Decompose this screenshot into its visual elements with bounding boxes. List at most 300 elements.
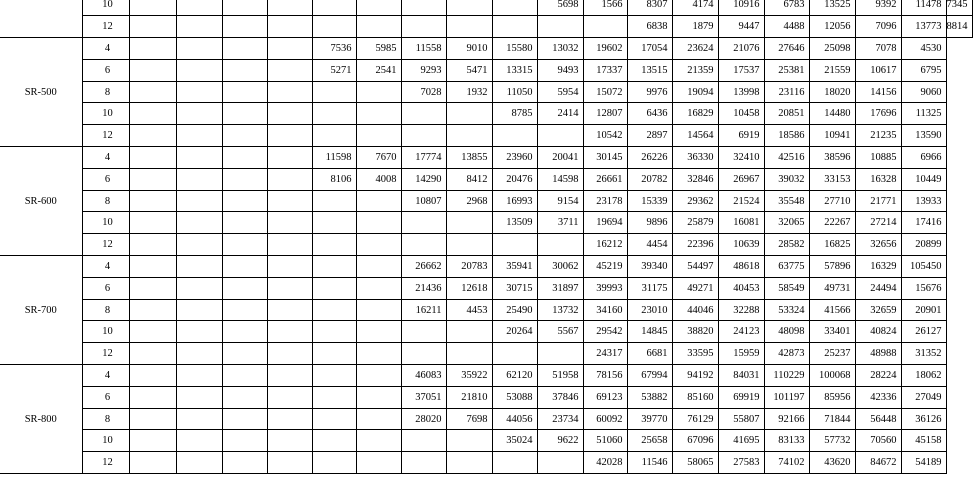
- value-cell: [446, 430, 492, 452]
- value-cell: 16211: [401, 299, 446, 321]
- value-cell: 13525: [809, 0, 855, 16]
- value-cell: 7536: [312, 38, 356, 60]
- value-cell: 14156: [855, 81, 901, 103]
- value-cell: [312, 365, 356, 387]
- value-cell: [267, 234, 312, 256]
- size-cell: 4: [82, 38, 129, 60]
- value-cell: 17696: [855, 103, 901, 125]
- value-cell: 2968: [446, 190, 492, 212]
- value-cell: [401, 16, 446, 38]
- model-label: SR-700: [0, 256, 82, 365]
- value-cell: [222, 386, 267, 408]
- value-cell: [267, 0, 312, 16]
- value-cell: [129, 16, 176, 38]
- value-cell: 60092: [583, 408, 627, 430]
- value-cell: 9293: [401, 59, 446, 81]
- value-cell: [129, 38, 176, 60]
- value-cell: 11598: [312, 147, 356, 169]
- value-cell: 4488: [764, 16, 809, 38]
- value-cell: 4530: [901, 38, 946, 60]
- value-cell: 7028: [401, 81, 446, 103]
- value-cell: [176, 59, 222, 81]
- size-cell: 4: [82, 256, 129, 278]
- value-cell: 63775: [764, 256, 809, 278]
- value-cell: [446, 0, 492, 16]
- value-cell: 53882: [627, 386, 672, 408]
- value-cell: [492, 16, 537, 38]
- value-cell: 6795: [901, 59, 946, 81]
- value-cell: 35941: [492, 256, 537, 278]
- value-cell: 28020: [401, 408, 446, 430]
- value-cell: 23960: [492, 147, 537, 169]
- value-cell: 18020: [809, 81, 855, 103]
- value-cell: 21076: [718, 38, 764, 60]
- value-cell: 17774: [401, 147, 446, 169]
- value-cell: 15580: [492, 38, 537, 60]
- table-row: [0, 0, 972, 16]
- value-cell: [267, 277, 312, 299]
- value-cell: 20851: [764, 103, 809, 125]
- value-cell: 7096: [855, 16, 901, 38]
- value-cell: 51958: [537, 365, 583, 387]
- value-cell: [129, 277, 176, 299]
- value-cell: 76129: [672, 408, 718, 430]
- value-cell: 11050: [492, 81, 537, 103]
- value-cell: 67994: [627, 365, 672, 387]
- value-cell: [176, 234, 222, 256]
- table-row: [0, 277, 972, 299]
- value-cell: 19694: [583, 212, 627, 234]
- value-cell: [312, 343, 356, 365]
- value-cell: 9896: [627, 212, 672, 234]
- value-cell: 17054: [627, 38, 672, 60]
- size-cell: 8: [82, 190, 129, 212]
- value-cell: [222, 81, 267, 103]
- value-cell: 41695: [718, 430, 764, 452]
- value-cell: [222, 256, 267, 278]
- value-cell: 32656: [855, 234, 901, 256]
- value-cell: 7078: [855, 38, 901, 60]
- value-cell: [267, 212, 312, 234]
- value-cell: [312, 0, 356, 16]
- size-cell: 10: [82, 321, 129, 343]
- value-cell: 32846: [672, 168, 718, 190]
- value-cell: [222, 430, 267, 452]
- value-cell: [176, 299, 222, 321]
- value-cell: [222, 277, 267, 299]
- value-cell: [356, 234, 401, 256]
- value-cell: 21810: [446, 386, 492, 408]
- table-row: [0, 234, 972, 256]
- value-cell: [356, 452, 401, 474]
- size-cell: 6: [82, 277, 129, 299]
- value-cell: [356, 125, 401, 147]
- value-cell: 9392: [855, 0, 901, 16]
- value-cell: [176, 256, 222, 278]
- value-cell: [492, 234, 537, 256]
- value-cell: 10458: [718, 103, 764, 125]
- value-cell: [129, 0, 176, 16]
- value-cell: 31352: [901, 343, 946, 365]
- value-cell: [176, 277, 222, 299]
- value-cell: 2414: [537, 103, 583, 125]
- value-cell: [176, 343, 222, 365]
- value-cell: 16829: [672, 103, 718, 125]
- value-cell: 101197: [764, 386, 809, 408]
- value-cell: 8814: [946, 16, 972, 38]
- value-cell: 23178: [583, 190, 627, 212]
- value-cell: 7670: [356, 147, 401, 169]
- value-cell: 53088: [492, 386, 537, 408]
- value-cell: 14290: [401, 168, 446, 190]
- value-cell: [267, 125, 312, 147]
- value-cell: [312, 277, 356, 299]
- value-cell: [176, 81, 222, 103]
- value-cell: 71844: [809, 408, 855, 430]
- value-cell: [267, 430, 312, 452]
- value-cell: 51060: [583, 430, 627, 452]
- value-cell: 22396: [672, 234, 718, 256]
- value-cell: [356, 277, 401, 299]
- value-cell: 10885: [855, 147, 901, 169]
- value-cell: 17537: [718, 59, 764, 81]
- value-cell: [356, 190, 401, 212]
- value-cell: [129, 147, 176, 169]
- value-cell: [267, 168, 312, 190]
- value-cell: 6966: [901, 147, 946, 169]
- value-cell: [492, 343, 537, 365]
- value-cell: 9060: [901, 81, 946, 103]
- value-cell: 39993: [583, 277, 627, 299]
- value-cell: 24317: [583, 343, 627, 365]
- size-cell: 12: [82, 234, 129, 256]
- table-row: [0, 256, 972, 278]
- value-cell: 13998: [718, 81, 764, 103]
- value-cell: 41566: [809, 299, 855, 321]
- value-cell: [312, 386, 356, 408]
- value-cell: [356, 386, 401, 408]
- value-cell: 15072: [583, 81, 627, 103]
- value-cell: 30062: [537, 256, 583, 278]
- value-cell: [356, 430, 401, 452]
- value-cell: [176, 147, 222, 169]
- value-cell: 5954: [537, 81, 583, 103]
- value-cell: [176, 408, 222, 430]
- value-cell: 43620: [809, 452, 855, 474]
- value-cell: 10542: [583, 125, 627, 147]
- value-cell: 42336: [855, 386, 901, 408]
- value-cell: 17416: [901, 212, 946, 234]
- value-cell: [222, 38, 267, 60]
- value-cell: [129, 256, 176, 278]
- value-cell: [222, 16, 267, 38]
- value-cell: 29542: [583, 321, 627, 343]
- table-row: [0, 365, 972, 387]
- value-cell: [492, 125, 537, 147]
- value-cell: [267, 38, 312, 60]
- value-cell: [176, 0, 222, 16]
- value-cell: [222, 299, 267, 321]
- value-cell: 55807: [718, 408, 764, 430]
- value-cell: [312, 299, 356, 321]
- value-cell: 27583: [718, 452, 764, 474]
- value-cell: 25490: [492, 299, 537, 321]
- value-cell: 2541: [356, 59, 401, 81]
- value-cell: 21359: [672, 59, 718, 81]
- value-cell: 14564: [672, 125, 718, 147]
- value-cell: [176, 452, 222, 474]
- value-cell: 6436: [627, 103, 672, 125]
- value-cell: 1879: [672, 16, 718, 38]
- value-cell: [176, 212, 222, 234]
- value-cell: 10639: [718, 234, 764, 256]
- value-cell: 69123: [583, 386, 627, 408]
- value-cell: 23734: [537, 408, 583, 430]
- value-cell: 1932: [446, 81, 492, 103]
- value-cell: 35548: [764, 190, 809, 212]
- value-cell: 9976: [627, 81, 672, 103]
- value-cell: [267, 59, 312, 81]
- value-cell: [222, 234, 267, 256]
- value-cell: 28224: [855, 365, 901, 387]
- value-cell: [176, 430, 222, 452]
- size-cell: 6: [82, 59, 129, 81]
- value-cell: 45219: [583, 256, 627, 278]
- value-cell: [537, 125, 583, 147]
- value-cell: 54497: [672, 256, 718, 278]
- value-cell: 13590: [901, 125, 946, 147]
- value-cell: [446, 234, 492, 256]
- value-cell: 13032: [537, 38, 583, 60]
- value-cell: 8106: [312, 168, 356, 190]
- value-cell: 67096: [672, 430, 718, 452]
- value-cell: [129, 430, 176, 452]
- value-cell: 13509: [492, 212, 537, 234]
- value-cell: 34160: [583, 299, 627, 321]
- table-row: [0, 299, 972, 321]
- value-cell: 13855: [446, 147, 492, 169]
- value-cell: 15676: [901, 277, 946, 299]
- value-cell: [267, 256, 312, 278]
- value-cell: 8412: [446, 168, 492, 190]
- value-cell: 84031: [718, 365, 764, 387]
- value-cell: 2897: [627, 125, 672, 147]
- value-cell: 26662: [401, 256, 446, 278]
- value-cell: 27049: [901, 386, 946, 408]
- value-cell: 25237: [809, 343, 855, 365]
- value-cell: [267, 147, 312, 169]
- value-cell: 44046: [672, 299, 718, 321]
- value-cell: 38820: [672, 321, 718, 343]
- value-cell: 16212: [583, 234, 627, 256]
- value-cell: [129, 386, 176, 408]
- value-cell: [129, 103, 176, 125]
- value-cell: 5698: [537, 0, 583, 16]
- value-cell: [312, 125, 356, 147]
- value-cell: [446, 212, 492, 234]
- value-cell: [356, 103, 401, 125]
- value-cell: 9010: [446, 38, 492, 60]
- value-cell: [312, 212, 356, 234]
- value-cell: [129, 299, 176, 321]
- value-cell: [537, 452, 583, 474]
- value-cell: [176, 125, 222, 147]
- value-cell: [176, 321, 222, 343]
- table-row: [0, 212, 972, 234]
- value-cell: [356, 212, 401, 234]
- value-cell: 25098: [809, 38, 855, 60]
- value-cell: [356, 81, 401, 103]
- value-cell: 13773: [901, 16, 946, 38]
- value-cell: 39770: [627, 408, 672, 430]
- value-cell: 18062: [901, 365, 946, 387]
- value-cell: 10916: [718, 0, 764, 16]
- value-cell: 35024: [492, 430, 537, 452]
- value-cell: 6681: [627, 343, 672, 365]
- value-cell: 1566: [583, 0, 627, 16]
- value-cell: [222, 147, 267, 169]
- table-row: [0, 430, 972, 452]
- value-cell: [176, 38, 222, 60]
- value-cell: [176, 190, 222, 212]
- value-cell: 20264: [492, 321, 537, 343]
- value-cell: [222, 321, 267, 343]
- value-cell: 27710: [809, 190, 855, 212]
- value-cell: 37846: [537, 386, 583, 408]
- value-cell: [129, 234, 176, 256]
- value-cell: [176, 103, 222, 125]
- value-cell: [446, 452, 492, 474]
- value-cell: 53324: [764, 299, 809, 321]
- value-cell: [401, 125, 446, 147]
- value-cell: 10807: [401, 190, 446, 212]
- value-cell: [312, 452, 356, 474]
- value-cell: [176, 168, 222, 190]
- size-cell: 4: [82, 365, 129, 387]
- value-cell: 3711: [537, 212, 583, 234]
- value-cell: 13933: [901, 190, 946, 212]
- value-cell: [356, 321, 401, 343]
- value-cell: [356, 299, 401, 321]
- value-cell: 42028: [583, 452, 627, 474]
- value-cell: 58549: [764, 277, 809, 299]
- value-cell: 7698: [446, 408, 492, 430]
- value-cell: 11546: [627, 452, 672, 474]
- value-cell: 4174: [672, 0, 718, 16]
- size-cell: 12: [82, 452, 129, 474]
- size-cell: 6: [82, 386, 129, 408]
- value-cell: 25879: [672, 212, 718, 234]
- value-cell: [537, 343, 583, 365]
- value-cell: 35922: [446, 365, 492, 387]
- value-cell: 10449: [901, 168, 946, 190]
- value-cell: 36330: [672, 147, 718, 169]
- value-cell: 20901: [901, 299, 946, 321]
- value-cell: [267, 408, 312, 430]
- value-cell: [267, 16, 312, 38]
- value-cell: [401, 103, 446, 125]
- value-cell: [267, 386, 312, 408]
- value-cell: [401, 343, 446, 365]
- value-cell: 74102: [764, 452, 809, 474]
- table-row: [0, 103, 972, 125]
- table-row: [0, 190, 972, 212]
- value-cell: 57896: [809, 256, 855, 278]
- value-cell: [312, 430, 356, 452]
- value-cell: [401, 234, 446, 256]
- value-cell: 20899: [901, 234, 946, 256]
- value-cell: 9447: [718, 16, 764, 38]
- value-cell: 23624: [672, 38, 718, 60]
- value-cell: 57732: [809, 430, 855, 452]
- value-cell: [129, 321, 176, 343]
- value-cell: [312, 103, 356, 125]
- value-cell: 70560: [855, 430, 901, 452]
- value-cell: 15959: [718, 343, 764, 365]
- value-cell: 8307: [627, 0, 672, 16]
- size-cell: 10: [82, 103, 129, 125]
- value-cell: [356, 365, 401, 387]
- value-cell: 5471: [446, 59, 492, 81]
- value-cell: [222, 365, 267, 387]
- value-cell: 46083: [401, 365, 446, 387]
- value-cell: 56448: [855, 408, 901, 430]
- value-cell: [267, 103, 312, 125]
- value-cell: [446, 103, 492, 125]
- value-cell: [129, 343, 176, 365]
- value-cell: [222, 0, 267, 16]
- value-cell: [401, 212, 446, 234]
- value-cell: 22267: [809, 212, 855, 234]
- value-cell: 4453: [446, 299, 492, 321]
- value-cell: 14598: [537, 168, 583, 190]
- value-cell: 85956: [809, 386, 855, 408]
- value-cell: [356, 408, 401, 430]
- value-cell: 33595: [672, 343, 718, 365]
- size-cell: 12: [82, 125, 129, 147]
- value-cell: 19094: [672, 81, 718, 103]
- value-cell: 25381: [764, 59, 809, 81]
- value-cell: 110229: [764, 365, 809, 387]
- value-cell: [129, 408, 176, 430]
- value-cell: [129, 452, 176, 474]
- value-cell: [492, 452, 537, 474]
- value-cell: 5567: [537, 321, 583, 343]
- size-cell: 12: [82, 16, 129, 38]
- value-cell: 26967: [718, 168, 764, 190]
- value-cell: 48988: [855, 343, 901, 365]
- value-cell: 20782: [627, 168, 672, 190]
- value-cell: 40453: [718, 277, 764, 299]
- value-cell: [267, 299, 312, 321]
- value-cell: 26127: [901, 321, 946, 343]
- value-cell: [267, 452, 312, 474]
- value-cell: 78156: [583, 365, 627, 387]
- value-cell: 7345: [946, 0, 972, 16]
- value-cell: 6919: [718, 125, 764, 147]
- value-cell: 9622: [537, 430, 583, 452]
- value-cell: 11558: [401, 38, 446, 60]
- value-cell: 84672: [855, 452, 901, 474]
- value-cell: 42873: [764, 343, 809, 365]
- value-cell: [222, 452, 267, 474]
- value-cell: [129, 59, 176, 81]
- value-cell: 49271: [672, 277, 718, 299]
- value-cell: [267, 365, 312, 387]
- value-cell: [222, 168, 267, 190]
- value-cell: 14845: [627, 321, 672, 343]
- value-cell: [222, 408, 267, 430]
